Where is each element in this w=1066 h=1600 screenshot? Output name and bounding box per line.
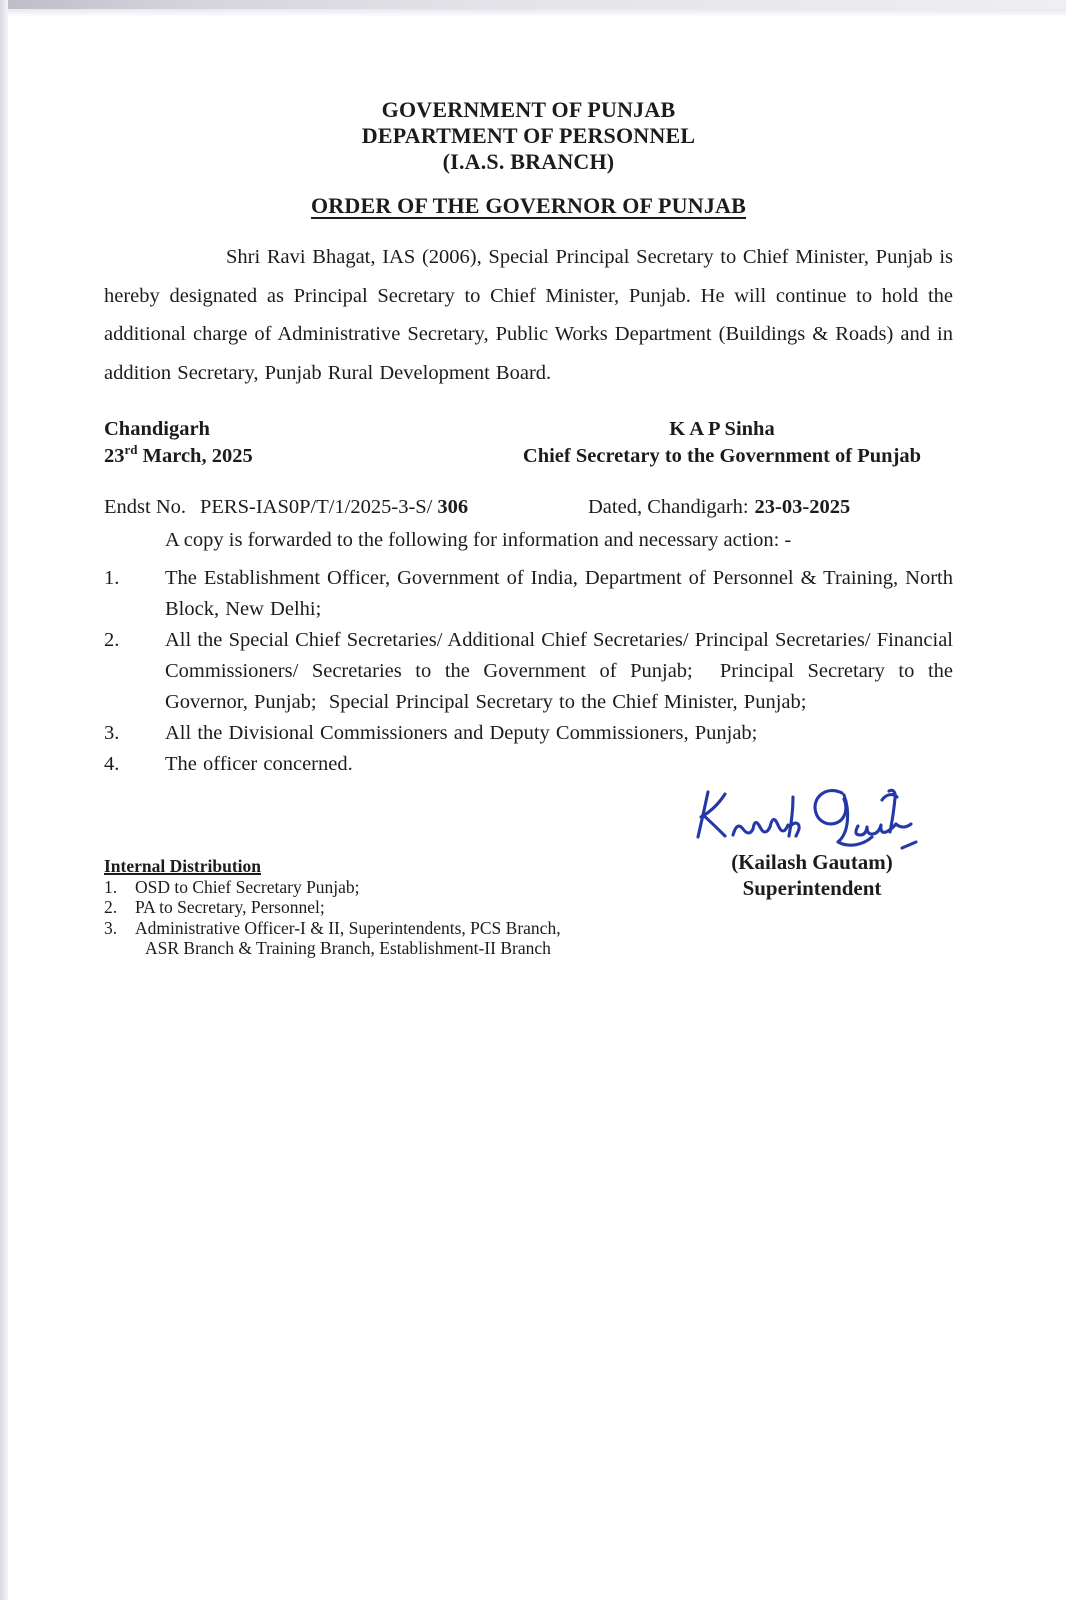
endorsement-dated (588, 492, 850, 522)
list-item-text: All the Divisional Commissioners and Deputy Commissioners, Punjab; (165, 722, 758, 745)
internal-item-continuation: ASR Branch & Training Branch, Establishment-II Branch (145, 938, 551, 959)
letterhead-department: DEPARTMENT OF PERSONNEL (361, 123, 696, 148)
endorsement-number (104, 492, 588, 522)
list-item-number: 4. (104, 753, 120, 776)
dateline-row (104, 416, 953, 470)
endorsement-row (104, 492, 953, 522)
list-item (104, 718, 953, 749)
list-item-text: All the Special Chief Secretaries/ Additional Chief Secretaries/ Principal Secretaries/ Financial Commissioners/ Secretaries to the Government of Punjab; Principal Secretary to the Governor, Punjab; Special Principal Secretary to the Chief Minister, Punjab; (165, 629, 960, 714)
date-ordinal: rd (124, 442, 138, 458)
list-item (104, 625, 960, 718)
list-item-text: The Establishment Officer, Government of India, Department of Personnel & Training, North Block, New Delhi; (165, 567, 960, 621)
copy-list (104, 563, 960, 780)
letterhead-government: GOVERNMENT OF PUNJAB (381, 97, 676, 122)
internal-item-text: OSD to Chief Secretary Punjab; (135, 876, 360, 897)
place: Chandigarh (104, 418, 210, 441)
internal-item-number: 3. (104, 917, 118, 938)
list-item-number: 2. (104, 629, 120, 652)
page-edge-top-fade (0, 9, 1066, 17)
signature-block (676, 778, 948, 901)
dated-label: Dated, Chandigarh: (588, 496, 749, 519)
signature-printed-name: (Kailash Gautam) (731, 850, 893, 874)
forward-line: A copy is forwarded to the following for information and necessary action: - (165, 529, 792, 552)
list-item (104, 563, 960, 625)
order-body-paragraph: Shri Ravi Bhagat, IAS (2006), Special Principal Secretary to Chief Minister, Punjab is hereby designated as Principal Secretary to Chief Minister, Punjab. He will continue to hold the additional charge of Administrative Secretary, Public Works Department (Buildings & Roads) and in addition Secretary, Punjab Rural Development Board. (104, 246, 960, 384)
signature-designation: Superintendent (742, 876, 882, 900)
list-item (104, 749, 953, 780)
date: 23rd March, 2025 (104, 442, 253, 468)
list-item-number: 1. (104, 567, 120, 590)
letterhead-branch: (I.A.S. BRANCH) (442, 149, 615, 174)
internal-item (104, 918, 953, 939)
order-title: ORDER OF THE GOVERNOR OF PUNJAB (310, 193, 747, 218)
place-date (104, 416, 253, 470)
page-edge-top (0, 0, 1066, 9)
endorsement-label: Endst No. (104, 496, 186, 519)
endorsement-reference: PERS-IAS0P/T/1/2025-3-S/ (200, 496, 433, 519)
endorsement-reference-number: 306 (437, 496, 469, 519)
signatory-block (491, 416, 953, 470)
signatory-designation: Chief Secretary to the Government of Punjab (522, 445, 922, 468)
signatory-name: K A P Sinha (669, 418, 775, 441)
handwritten-signature-icon (690, 778, 934, 858)
dated-value: 23-03-2025 (754, 496, 851, 519)
internal-item-text: PA to Secretary, Personnel; (135, 897, 325, 918)
list-item-number: 3. (104, 722, 120, 745)
internal-item-number: 1. (104, 876, 118, 897)
internal-item-text: Administrative Officer-I & II, Superintendents, PCS Branch, (135, 917, 561, 938)
letterhead (104, 97, 953, 175)
list-item-text: The officer concerned. (165, 753, 353, 776)
internal-distribution-heading: Internal Distribution (104, 856, 262, 877)
internal-item-number: 2. (104, 897, 118, 918)
signature-strokes (698, 790, 916, 848)
